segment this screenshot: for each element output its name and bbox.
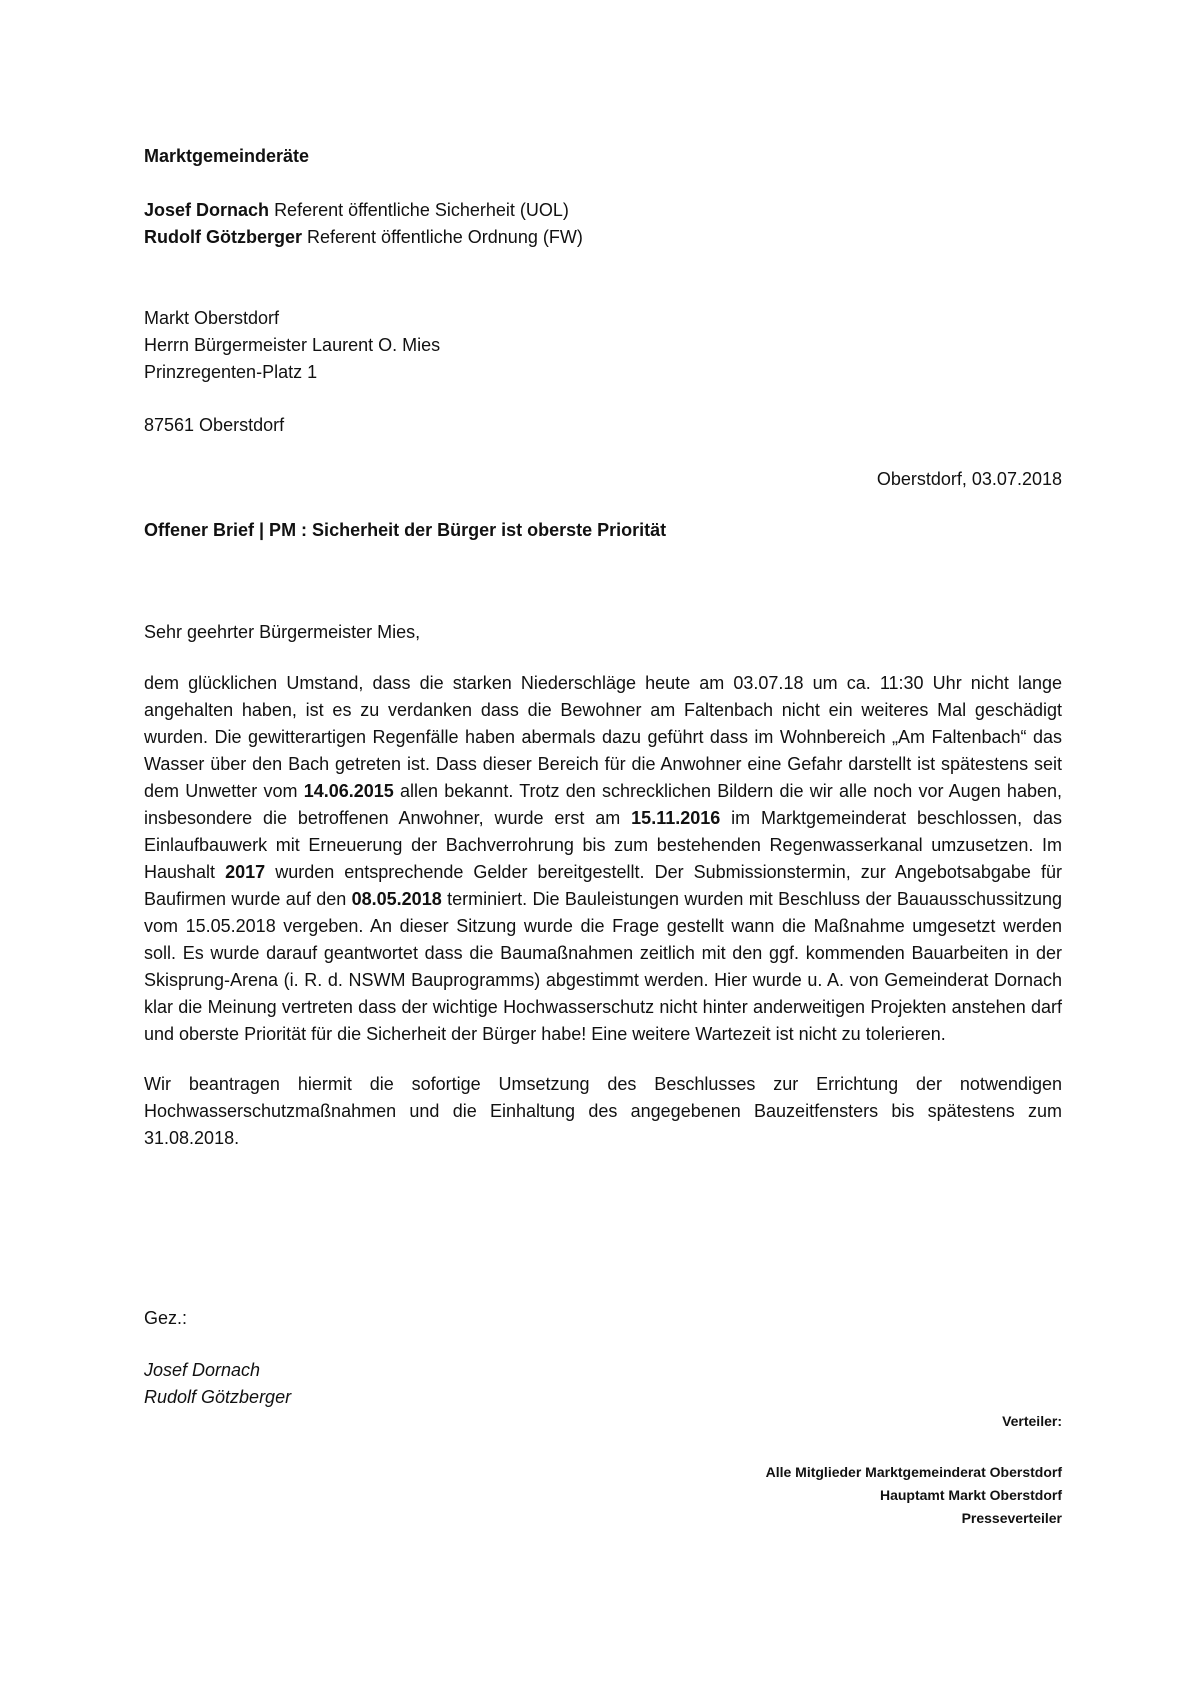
recipient-person: Herrn Bürgermeister Laurent O. Mies (144, 335, 441, 355)
recipient-street: Prinzregenten-Platz 1 (144, 362, 318, 382)
sender-list (144, 197, 1062, 251)
body-paragraph: dem glücklichen Umstand, dass die starken Niederschläge heute am 03.07.18 um ca. 11:30 Uhr nicht lange angehalten haben, ist es zu verdanken dass die Bewohner am Faltenbach nicht ein weiteres Mal geschädigt wurden. Die gewitterartigen Regenfälle haben abermals dazu geführt dass im Wohnbereich „Am Faltenbach“ das Wasser über den Bach getreten ist. Dass dieser Bereich für die Anwohner eine Gefahr darstellt ist spätestens seit dem Unwetter vom 14.06.2015 allen bekannt. Trotz den schrecklichen Bildern die wir alle noch vor Augen haben, insbesondere die betroffenen Anwohner, wurde erst am 15.11.2016 im Marktgemeinderat beschlossen, das Einlaufbauwerk mit Erneuerung der Bachverrohrung bis zum bestehenden Regenwasserkanal umzusetzen. Im Haushalt 2017 wurden entsprechende Gelder bereitgestellt. Der Submissionstermin, zur Angebotsabgabe für Baufirmen wurde auf den 08.05.2018 terminiert. Die Bauleistungen wurden mit Beschluss der Bauausschussitzung vom 15.05.2018 vergeben. An dieser Sitzung wurde die Frage gestellt wann die Maßnahme umgesetzt werden soll. Es wurde darauf geantwortet dass die Baumaßnahmen zeitlich mit den ggf. kommenden Bauarbeiten in der Skisprung-Arena (i. R. d. NSWM Bauprogramms) abgestimmt werden. Hier wurde u. A. von Gemeinderat Dornach klar die Meinung vertreten dass der wichtige Hochwasserschutz nicht hinter anderweitigen Projekten anstehen darf und oberste Priorität für die Sicherheit der Bürger habe! Eine weitere Wartezeit ist nicht zu tolerieren. (144, 673, 1063, 1044)
sender-line (144, 224, 1062, 251)
distribution-item: Alle Mitglieder Marktgemeinderat Oberstdorf (765, 1464, 1062, 1480)
signature-block (144, 1357, 1062, 1411)
highlighted-date: 14.06.2015 (303, 781, 394, 801)
letter-body (144, 670, 1062, 1152)
sender-name: Josef Dornach (144, 200, 270, 220)
highlighted-date: 15.11.2016 (631, 808, 721, 828)
letter-subject: Offener Brief | PM : Sicherheit der Bürger ist oberste Priorität (144, 520, 667, 540)
signature-name: Rudolf Götzberger (144, 1387, 292, 1407)
body-paragraph: Wir beantragen hiermit die sofortige Umsetzung des Beschlusses zur Errichtung der notwendigen Hochwasserschutzmaßnahmen und die Einhaltung des angegebenen Bauzeitfensters bis spätestens zum 31.08.2018. (144, 1074, 1062, 1148)
sender-name: Rudolf Götzberger (144, 227, 302, 247)
sender-heading: Marktgemeinderäte (144, 146, 310, 166)
recipient-organization: Markt Oberstdorf (144, 308, 280, 328)
signature-label: Gez.: (144, 1308, 188, 1328)
recipient-address (144, 305, 1062, 386)
distribution-label: Verteiler: (1002, 1413, 1062, 1429)
distribution-list (766, 1461, 1062, 1530)
signature-name: Josef Dornach (144, 1360, 261, 1380)
sender-role: Referent öffentliche Sicherheit (UOL) (274, 200, 569, 220)
highlighted-year: 2017 (225, 862, 266, 882)
highlighted-date: 08.05.2018 (351, 889, 442, 909)
recipient-city: 87561 Oberstdorf (144, 415, 285, 435)
distribution-item: Presseverteiler (961, 1510, 1062, 1526)
salutation: Sehr geehrter Bürgermeister Mies, (144, 622, 421, 642)
letter-date: Oberstdorf, 03.07.2018 (876, 469, 1062, 489)
sender-role: Referent öffentliche Ordnung (FW) (307, 227, 583, 247)
distribution-item: Hauptamt Markt Oberstdorf (879, 1487, 1062, 1503)
sender-line (144, 197, 1062, 224)
